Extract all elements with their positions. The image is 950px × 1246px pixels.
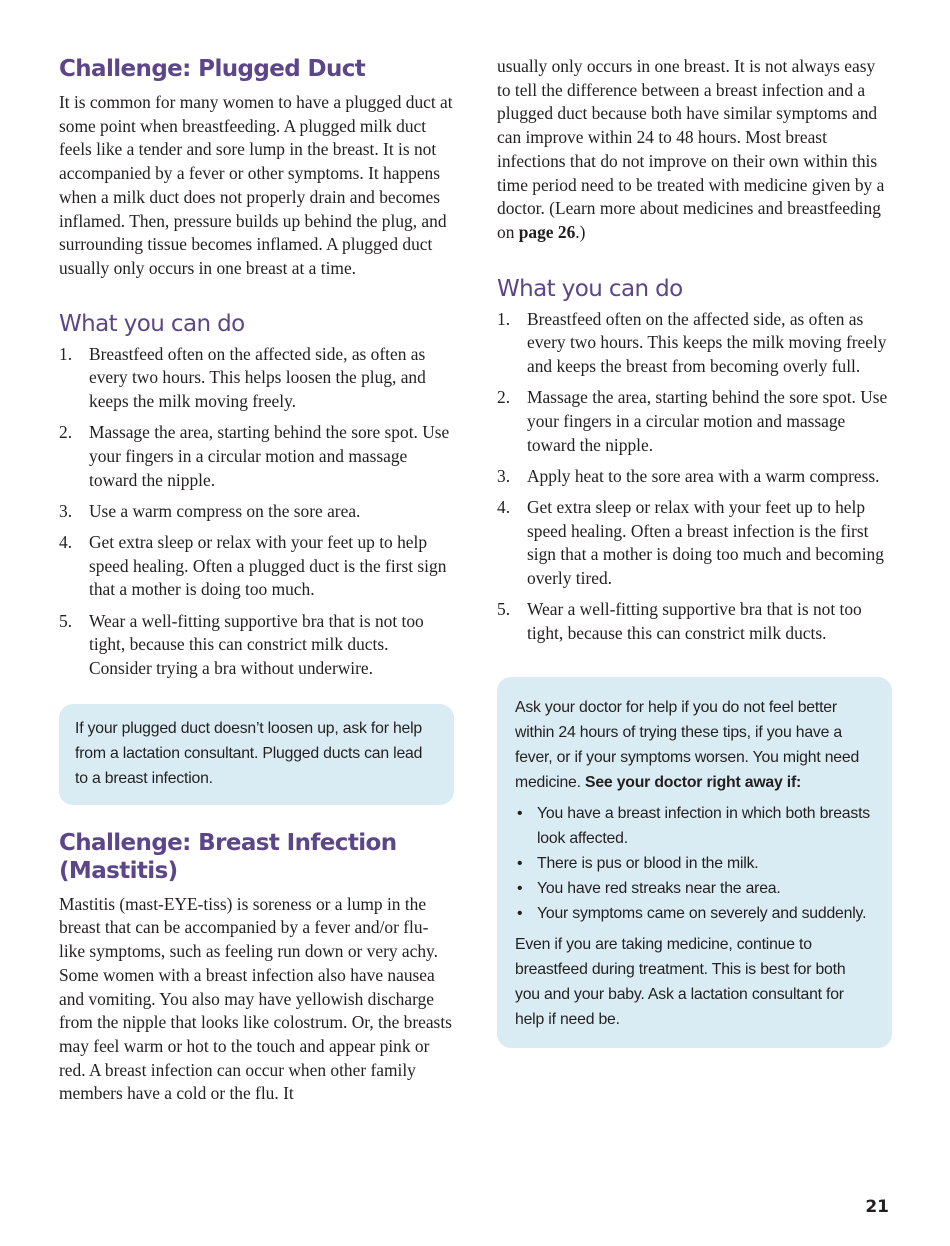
list-item: 3. Apply heat to the sore area with a warm compress.: [497, 465, 880, 486]
plugged-duct-steps: [59, 343, 454, 681]
page-reference: page 26: [518, 221, 576, 242]
mastitis-intro: Mastitis (mast-EYE-tiss) is soreness or a lump in the breast that can be accompanied by a fever and/or flu-like symptoms, such as feeling run down or very achy. Some women with a breast infection also have nausea and vomiting. You also may have yellowish discharge from the nipple that looks like colostrum. Or, the breasts may feel warm or hot to the touch and appear pink or red. A breast infection can occur when other family members have a cold or the flu. It: [59, 893, 452, 1104]
list-item: 1. Breastfeed often on the affected side, as often as every two hours. This keeps the milk moving freely and keeps the breast from becoming overly full.: [497, 308, 887, 377]
mastitis-what-heading: What you can do: [497, 275, 683, 302]
list-item: 2. Massage the area, starting behind the sore spot. Use your fingers in a circular motion and massage toward the nipple.: [59, 422, 450, 490]
list-item: 1. Breastfeed often on the affected side, as often as every two hours. This helps loosen the plug, and keeps the milk moving freely.: [59, 343, 426, 412]
mastitis-doctor-box: [497, 677, 892, 1048]
list-item: 5. Wear a well-fitting supportive bra that is not too tight, because this can constrict milk ducts. Consider trying a bra without underwire.: [59, 610, 424, 679]
page-number: 21: [865, 1197, 889, 1217]
plugged-duct-tip: If your plugged duct doesn’t loosen up, ask for help from a lactation consultant. Plugged ducts can lead to a breast infection.: [75, 719, 423, 787]
left-column: [59, 0, 454, 1106]
list-item: 3. Use a warm compress on the sore area.: [59, 500, 361, 521]
mastitis-steps: [497, 308, 892, 646]
doctor-box-intro: Ask your doctor for help if you do not feel better within 24 hours of trying these tips, if you have a fever, or if your symptoms worsen. You might need medicine. See your doctor right away if:: [515, 698, 860, 791]
list-item: 2. Massage the area, starting behind the sore spot. Use your fingers in a circular motion and massage toward the nipple.: [497, 387, 888, 455]
plugged-duct-tip-box: [59, 704, 454, 805]
list-item: 4. Get extra sleep or relax with your feet up to help speed healing. Often a breast infection is the first sign that a mother is doing too much and becoming overly tired.: [497, 497, 884, 589]
mastitis-heading: Challenge: Breast Infection (Mastitis): [59, 829, 397, 884]
plugged-duct-what-heading: What you can do: [59, 310, 245, 337]
list-item: 5. Wear a well-fitting supportive bra that is not too tight, because this can constrict milk ducts.: [497, 599, 862, 644]
plugged-duct-heading: Challenge: Plugged Duct: [59, 56, 366, 82]
doctor-box-bullets: [515, 801, 874, 926]
list-item: • There is pus or blood in the milk.: [517, 854, 759, 872]
plugged-duct-intro: It is common for many women to have a plugged duct at some point when breastfeeding. A plugged milk duct feels like a tender and sore lump in the breast. It is not accompanied by a fever or other symptoms. It happens when a milk duct does not properly drain and becomes inflamed. Then, pressure builds up behind the plug, and surrounding tissue becomes inflamed. A plugged duct usually only occurs in one breast at a time.: [59, 92, 453, 278]
doctor-box-closing: Even if you are taking medicine, continue to breastfeed during treatment. This is best for both you and your baby. Ask a lactation consultant for help if need be.: [515, 935, 846, 1028]
list-item: • You have red streaks near the area.: [517, 879, 781, 897]
list-item: 4. Get extra sleep or relax with your feet up to help speed healing. Often a plugged duct is the first sign that a mother is doing too much.: [59, 532, 447, 600]
mastitis-continued: usually only occurs in one breast. It is not always easy to tell the difference between a breast infection and a plugged duct because both have similar symptoms and can improve within 24 to 48 hours. Most breast infections that do not improve on their own within this time period need to be treated with medicine given by a doctor. (Learn more about medicines and breastfeeding on page 26.): [497, 56, 885, 242]
list-item: • You have a breast infection in which both breasts look affected.: [517, 804, 870, 847]
right-column: [497, 0, 892, 1048]
list-item: • Your symptoms came on severely and suddenly.: [517, 904, 867, 922]
